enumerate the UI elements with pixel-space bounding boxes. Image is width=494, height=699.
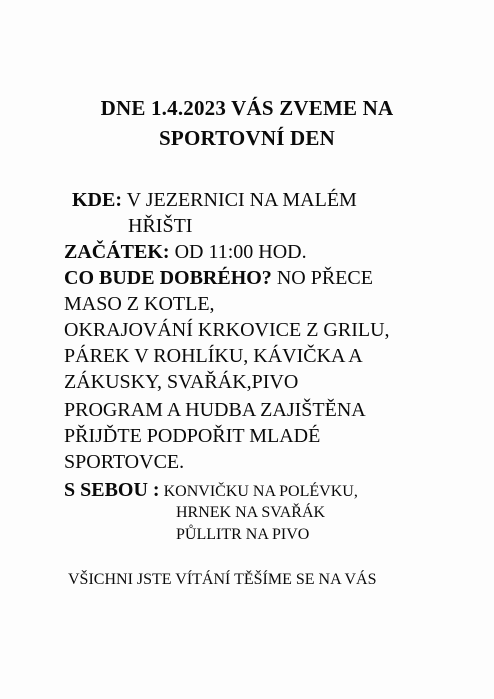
where-value: V JEZERNICI NA MALÉM: [122, 189, 357, 211]
start-line: [64, 240, 307, 264]
food-line: PROGRAM A HUDBA ZAJIŠTĚNA: [64, 399, 366, 421]
food-line: PÁREK V ROHLÍKU, KÁVIČKA A: [64, 345, 363, 367]
food-value: NO PŘECE: [271, 267, 373, 289]
food-line-1: [64, 266, 373, 290]
food-line: PŘIJĎTE PODPOŘIT MLADÉ: [64, 425, 321, 447]
food-line: MASO Z KOTLE,: [64, 293, 215, 315]
food-line: ZÁKUSKY, SVAŘÁK,PIVO: [64, 371, 299, 393]
closing-line: VŠICHNI JSTE VÍTÁNÍ TĚŠÍME SE NA VÁS: [68, 571, 377, 588]
title-line-1: DNE 1.4.2023 VÁS ZVEME NA: [100, 96, 394, 120]
where-line-1: [72, 188, 357, 212]
start-label: ZAČÁTEK:: [64, 241, 170, 263]
bring-line-1: [64, 478, 358, 502]
bring-line-2: HRNEK NA SVAŘÁK: [176, 504, 326, 521]
where-line-2: HŘIŠTI: [128, 215, 193, 237]
start-value: OD 11:00 HOD.: [169, 241, 307, 263]
food-line: OKRAJOVÁNÍ KRKOVICE Z GRILU,: [64, 319, 390, 341]
title-line-2: SPORTOVNÍ DEN: [159, 126, 335, 150]
bring-value: KONVIČKU NA POLÉVKU,: [159, 483, 358, 500]
food-line: SPORTOVCE.: [64, 451, 185, 473]
where-label: KDE:: [72, 189, 122, 211]
food-label: CO BUDE DOBRÉHO?: [64, 267, 272, 289]
bring-label: S SEBOU :: [64, 479, 160, 501]
bring-line-3: PŮLLITR NA PIVO: [176, 526, 310, 543]
